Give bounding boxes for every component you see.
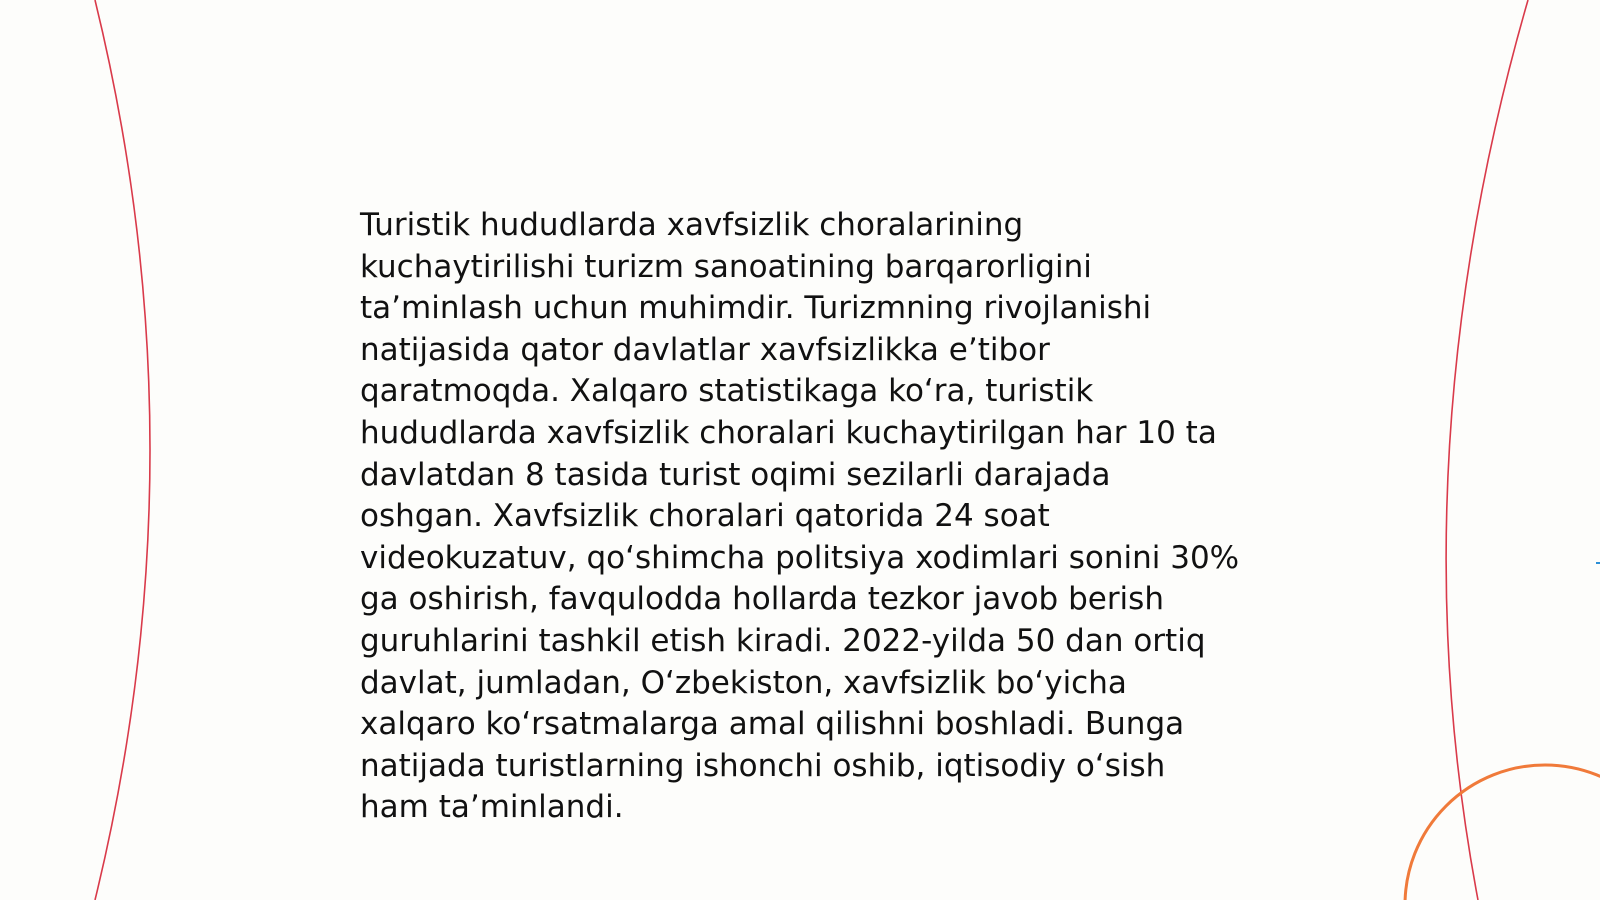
body-paragraph: Turistik hududlarda xavfsizlik choralarining kuchaytirilishi turizm sanoatining barqarorligini ta’minlash uchun muhimdir. Turizmning rivojlanishi natijasida qator davlatlar xavfsizlikka e’tibor qaratmoqda. Xalqaro statistikaga koʻra, turistik hududlarda xavfsizlik choralari kuchaytirilgan har 10 ta davlatdan 8 tasida turist oqimi sezilarli darajada oshgan. Xavfsizlik choralari qatorida 24 soat videokuzatuv, qoʻshimcha politsiya xodimlari sonini 30% ga oshirish, favqulodda hollarda tezkor javob berish guruhlarini tashkil etish kiradi. 2022-yilda 50 dan ortiq davlat, jumladan, Oʻzbekiston, xavfsizlik boʻyicha xalqaro koʻrsatmalarga amal qilishni boshladi. Bunga natijada turistlarning ishonchi oshib, iqtisodiy oʻsish ham ta’minlandi. <box>360 207 1240 826</box>
left-red-curve <box>95 0 150 900</box>
orange-circle-arc <box>1405 765 1600 900</box>
right-red-curve <box>1446 0 1528 900</box>
